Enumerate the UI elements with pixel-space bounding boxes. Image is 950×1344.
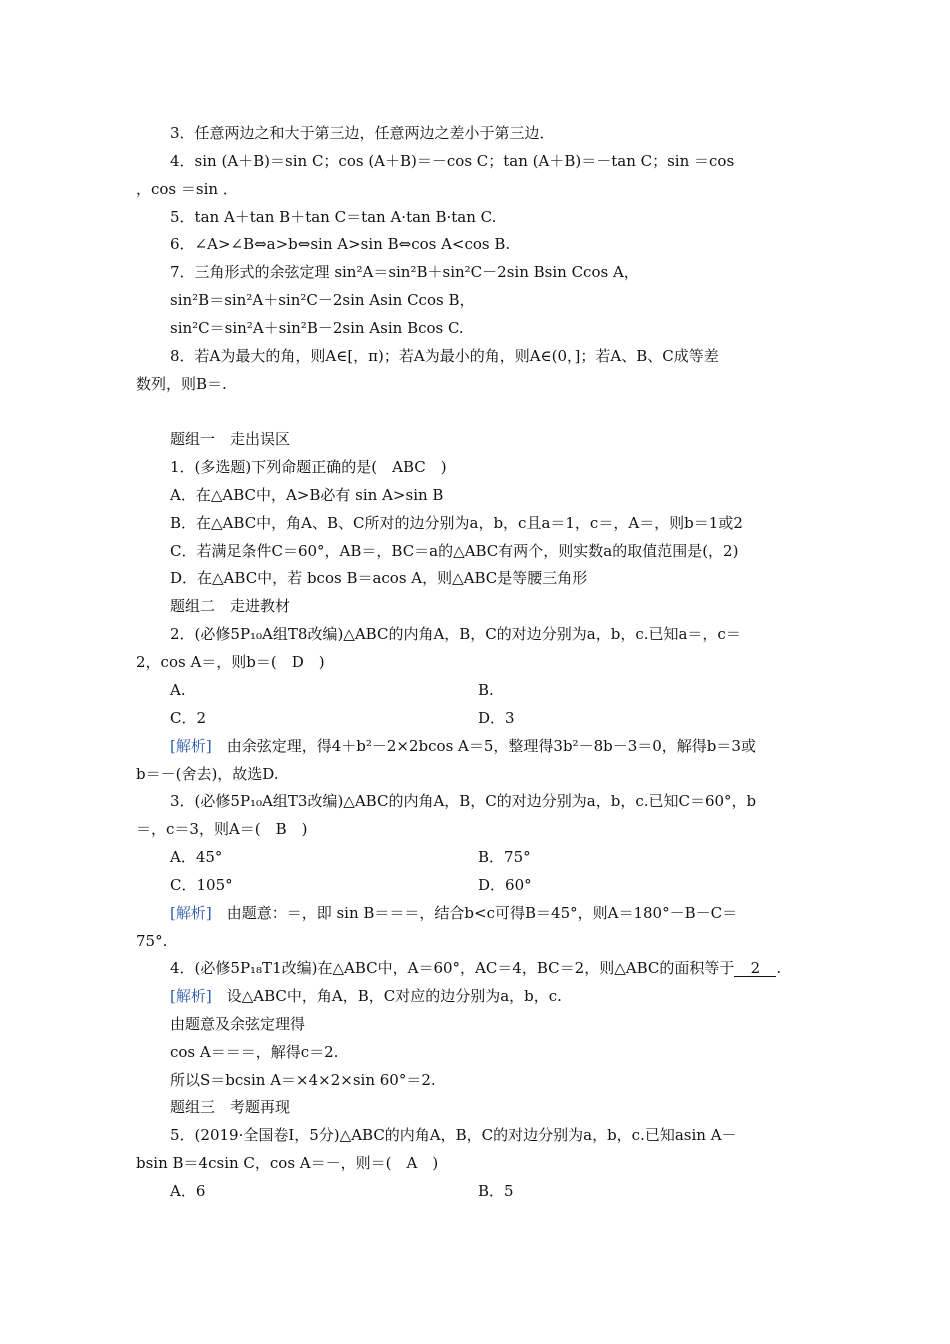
line-7b: sin²B＝sin²A＋sin²C－2sin Asin Ccos B， [170,291,475,309]
line-8-cont: 数列，则B＝. [136,375,227,393]
solution-4-c: cos A＝＝＝，解得c＝2. [170,1043,339,1061]
section-heading-2: 题组二 走进教材 [170,597,291,615]
line-8: 8．若A为最大的角，则A∈[，π)；若A为最小的角，则A∈(0，]；若A、B、C成等差 [170,347,719,365]
line-6: 6．∠A>∠B⇔a>b⇔sin A>sin B⇔cos A<cos B. [170,235,511,253]
question-2: 2．(必修5P₁₀A组T8改编)△ABC的内角A，B，C的对边分别为a，b，c.已知a＝，c＝ [170,625,741,643]
question-4: 4．(必修5P₁₈T1改编)在△ABC中，A＝60°，AC＝4，BC＝2，则△ABC的面积等于 2 . [170,959,782,977]
solution-4-d: 所以S＝bcsin A＝×4×2×sin 60°＝2. [170,1071,436,1089]
solution-tag: [解析] [170,904,212,922]
line-4-cont: ，cos ＝sin ． [136,180,238,198]
answer-3: B [275,820,287,838]
answer-1: ABC [392,458,426,476]
line-4: 4．sin (A＋B)＝sin C；cos (A＋B)＝－cos C；tan (A＋B)＝－tan C；sin ＝cos [170,152,735,170]
question-5-cont: bsin B＝4csin C，cos A＝－，则＝( A ) [136,1154,439,1172]
line-5: 5．tan A＋tan B＋tan C＝tan A·tan B·tan C. [170,208,497,226]
solution-4-b: 由题意及余弦定理得 [170,1015,306,1033]
solution-3: [解析] 由题意：＝，即 sin B＝＝＝，结合b<c可得B＝45°，则A＝180°－B－C＝ [170,904,738,922]
section-heading-1: 题组一 走出误区 [170,430,291,448]
option-3b: B．75° [478,848,531,866]
option-3d: D．60° [478,876,532,894]
solution-3-cont: 75°. [136,932,168,950]
option-5a: A．6 [170,1182,206,1200]
line-3: 3．任意两边之和大于第三边，任意两边之差小于第三边． [170,124,555,142]
option-3a: A．45° [170,848,223,866]
line-7: 7．三角形式的余弦定理 sin²A＝sin²B＋sin²C－2sin Bsin Ccos A， [170,263,639,281]
line-7c: sin²C＝sin²A＋sin²B－2sin Asin Bcos C. [170,319,464,337]
solution-2-cont: b＝－(舍去)，故选D. [136,765,279,783]
question-5: 5．(2019·全国卷Ⅰ，5分)△ABC的内角A，B，C的对边分别为a，b，c.已知asin A－ [170,1126,737,1144]
option-1b: B．在△ABC中，角A、B、C所对的边分别为a，b，c且a＝1，c＝，A＝，则b＝1或2 [170,514,743,532]
solution-4: [解析] 设△ABC中，角A，B，C对应的边分别为a，b，c. [170,987,562,1005]
answer-4-blank: 2 [734,960,776,977]
solution-2: [解析] 由余弦定理，得4＋b²－2×2bcos A＝5，整理得3b²－8b－3＝0，解得b＝3或 [170,737,756,755]
question-2-cont: 2，cos A＝，则b＝( D ) [136,653,325,671]
option-1d: D．在△ABC中，若 bcos B＝acos A，则△ABC是等腰三角形 [170,569,588,587]
option-1a: A．在△ABC中，A>B必有 sin A>sin B [170,486,444,504]
question-3-cont: ＝，c＝3，则A＝( B ) [136,820,308,838]
answer-5: A [406,1154,418,1172]
answer-2: D [291,653,304,671]
option-2a: A. [170,681,186,699]
option-2c: C．2 [170,709,207,727]
option-3c: C．105° [170,876,233,894]
question-3: 3．(必修5P₁₀A组T3改编)△ABC的内角A，B，C的对边分别为a，b，c.已知C＝60°，b [170,792,757,810]
option-2b: B. [478,681,494,699]
section-heading-3: 题组三 考题再现 [170,1098,291,1116]
question-1: 1．(多选题)下列命题正确的是( ABC ) [170,458,447,476]
solution-tag: [解析] [170,987,212,1005]
option-5b: B．5 [478,1182,514,1200]
option-1c: C．若满足条件C＝60°，AB＝，BC＝a的△ABC有两个，则实数a的取值范围是(，2) [170,542,739,560]
option-2d: D．3 [478,709,515,727]
solution-tag: [解析] [170,737,212,755]
